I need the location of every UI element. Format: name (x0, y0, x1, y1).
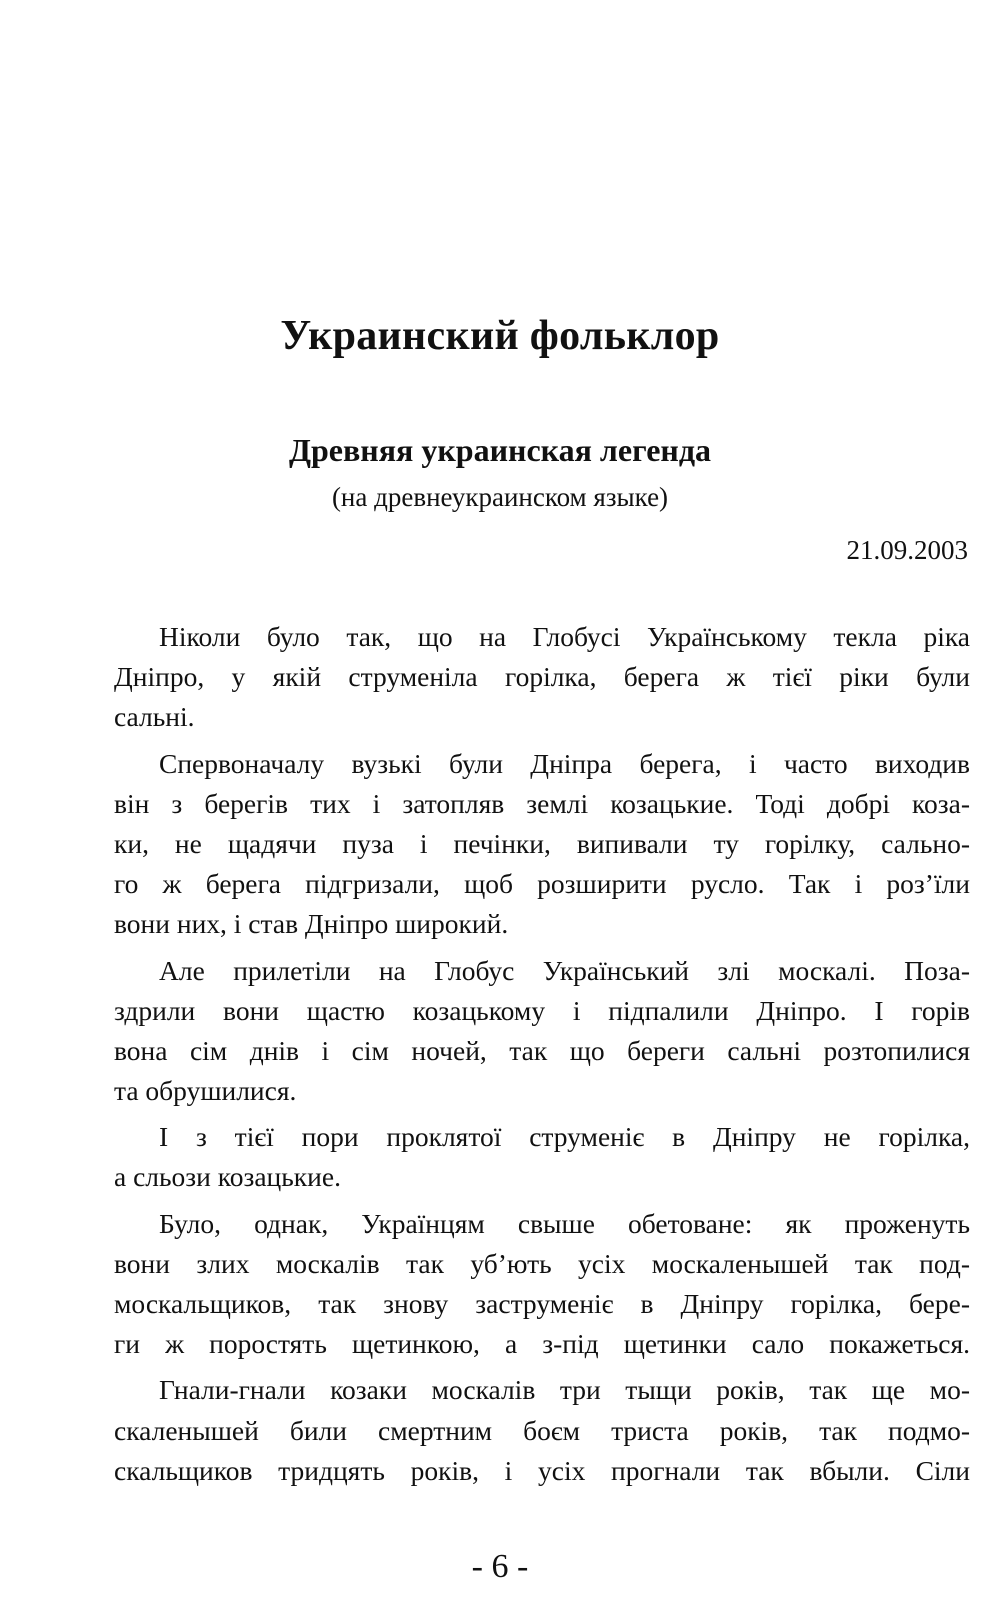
page-title: Украинский фольклор (280, 313, 720, 359)
text-line: Було, однак, Українцям свыше обетоване: як проженуть (159, 1207, 970, 1239)
text-line: І з тієї пори проклятої струменіє в Дніпру не горілка, (159, 1121, 970, 1153)
text-line: Дніпро, у якій струменіла горілка, берега ж тієї ріки були (114, 661, 970, 693)
language-note: (на древнеукраинском языке) (331, 482, 669, 512)
text-line: вона сім днів і сім ночей, так що береги сальні розтопилися (114, 1034, 970, 1066)
text-line: ки, не щадячи пуза і печінки, випивали ту горілку, сально- (114, 827, 970, 859)
text-line: Гнали-гнали козаки москалів три тыщи років, так ще мо- (159, 1374, 970, 1406)
text-line: та обрушилися. (114, 1075, 297, 1107)
body-text (114, 617, 970, 1491)
text-line: вони них, і став Дніпро широкий. (114, 908, 509, 940)
text-line: вони злих москалів так уб’ють усіх москаленышей так под- (114, 1247, 970, 1279)
text-line: він з берегів тих і затопляв землі козацькие. Тоді добрі коза- (114, 787, 970, 819)
text-line: ги ж поростять щетинкою, а з-під щетинки сало покажеться. (114, 1328, 970, 1360)
text-line: сальні. (114, 701, 195, 733)
text-line: Але прилетіли на Глобус Український злі москалі. Поза- (159, 954, 970, 986)
text-line: москальщиков, так знову заструменіє в Дніпру горілка, бере- (114, 1288, 970, 1319)
text-line: Спервоначалу вузькі були Дніпра берега, і часто виходив (159, 747, 970, 779)
text-line: го ж берега підгризали, щоб розширити русло. Так і роз’їли (114, 868, 970, 900)
text-line: а сльози козацькие. (114, 1161, 341, 1193)
text-line: скаленышей били смертним боєм триста років, так подмо- (114, 1414, 970, 1446)
date: 21.09.2003 (846, 535, 968, 565)
page-number: - 6 - (471, 1548, 529, 1585)
text-line: здрили вони щастю козацькому і підпалили Дніпро. І горів (114, 994, 970, 1026)
legend-title: Древняя украинская легенда (288, 432, 712, 468)
text-line: скальщиков тридцять років, і усіх прогнали так вбыли. Сіли (114, 1454, 970, 1486)
text-line: Ніколи було так, що на Глобусі Українському текла ріка (159, 621, 970, 652)
